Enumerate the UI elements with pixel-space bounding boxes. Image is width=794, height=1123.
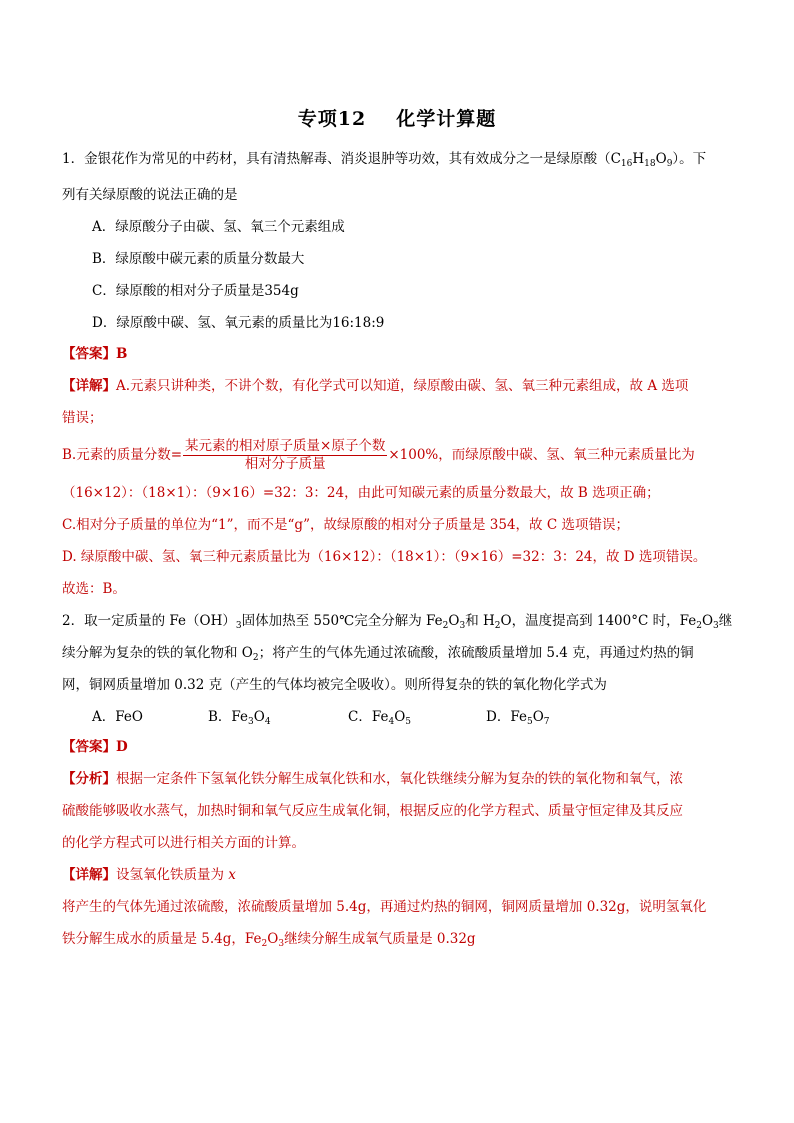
q2-detail-line3: 铁分解生成水的质量是 5.4g，$Fe_2O_3$继续分解生成氧气质量是 0.32g — [62, 931, 476, 949]
q1-detail-line2: 错误； — [62, 410, 103, 426]
q2-option-a: A．FeO — [92, 709, 143, 725]
q1-option-c: C．绿原酸的相对分子质量是354g — [92, 283, 299, 299]
q1-detail-line4: （16×12）：（18×1）：（9×16）=32：3：24，由此可知碳元素的质量分数最大，故 B 选项正确； — [62, 485, 660, 501]
q2-detail-line1: 【详解】设氢氧化铁质量为 x — [62, 867, 236, 883]
q2-option-b: B．$Fe_3O_4$ — [208, 709, 271, 727]
mass-fraction-formula: $\frac{\text{某元素的相对原子质量×原子个数}}{\text{相对分子质量}}$ — [185, 438, 386, 472]
variable-x: x — [228, 867, 236, 883]
q1-stem-line1: 1．金银花作为常见的中药材，具有清热解毒、消炎退肿等功效，其有效成分之一是绿原酸$(C_{16}H_{18}O_9)$。下 — [62, 151, 707, 169]
q1-answer: 【答案】B — [62, 346, 128, 362]
q2-detail-line2: 将产生的气体先通过浓硫酸，浓硫酸质量增加 5.4g，再通过灼热的铜网，铜网质量增加 0.32g，说明氢氧化 — [62, 899, 707, 915]
q2-stem-line2: 续分解为复杂的铁的氧化物和 $O_2$；将产生的气体先通过浓硫酸，浓硫酸质量增加 5.4 克，再通过灼热的铜 — [62, 645, 694, 663]
q2-stem-line3: 网，铜网质量增加 0.32 克（产生的气体均被完全吸收）。则所得复杂的铁的氧化物化学式为 — [62, 677, 607, 693]
q2-analysis-line2: 硫酸能够吸收水蒸气，加热时铜和氧气反应生成氧化铜，根据反应的化学方程式、质量守恒定律及其反应 — [62, 803, 683, 819]
q1-detail-line1: 【详解】A.元素只讲种类，不讲个数，有化学式可以知道，绿原酸由碳、氢、氧三种元素组成，故 A 选项 — [62, 378, 689, 394]
q2-option-c: C．$Fe_4O_5$ — [348, 709, 411, 727]
q2-analysis-line1: 【分析】根据一定条件下氢氧化铁分解生成氧化铁和水，氧化铁继续分解为复杂的铁的氧化物和氧气，浓 — [62, 771, 683, 787]
q2-analysis-line3: 的化学方程式可以进行相关方面的计算。 — [62, 835, 305, 851]
title-part1: 专项12 — [297, 108, 367, 130]
q2-stem-line1: 2．取一定质量的 $Fe(OH)_3$固体加热至 550℃完全分解为 $Fe_2O_3$和 $H_2O$，温度提高到 1400°C 时，$Fe_2O_3$继 — [62, 613, 733, 631]
q1-option-d: D．绿原酸中碳、氢、氧元素的质量比为16:18:9 — [92, 315, 385, 331]
q1-detail-line5: C.相对分子质量的单位为“1”，而不是“g”，故绿原酸的相对分子质量是 354，故 C 选项错误； — [62, 517, 629, 533]
q1-detail-formula: B.元素的质量分数= $\frac{\text{某元素的相对原子质量×原子个数}}{\text{相对分子质量}}$ ×100%，而绿原酸中碳、氢、氧三种元素质量比为 — [62, 438, 695, 472]
q1-option-a: A．绿原酸分子由碳、氢、氧三个元素组成 — [92, 219, 345, 235]
q2-option-d: D．$Fe_5O_7$ — [486, 709, 550, 727]
q1-option-b: B．绿原酸中碳元素的质量分数最大 — [92, 251, 305, 267]
q2-answer: 【答案】D — [62, 739, 128, 755]
q1-stem-line2: 列有关绿原酸的说法正确的是 — [62, 187, 238, 203]
page-title — [0, 104, 794, 131]
q1-detail-line7: 故选：B。 — [62, 581, 126, 597]
q1-detail-line6: D. 绿原酸中碳、氢、氧三种元素质量比为（16×12）：（18×1）：（9×16）=32：3：24，故 D 选项错误。 — [62, 549, 707, 565]
title-part2: 化学计算题 — [396, 108, 497, 130]
